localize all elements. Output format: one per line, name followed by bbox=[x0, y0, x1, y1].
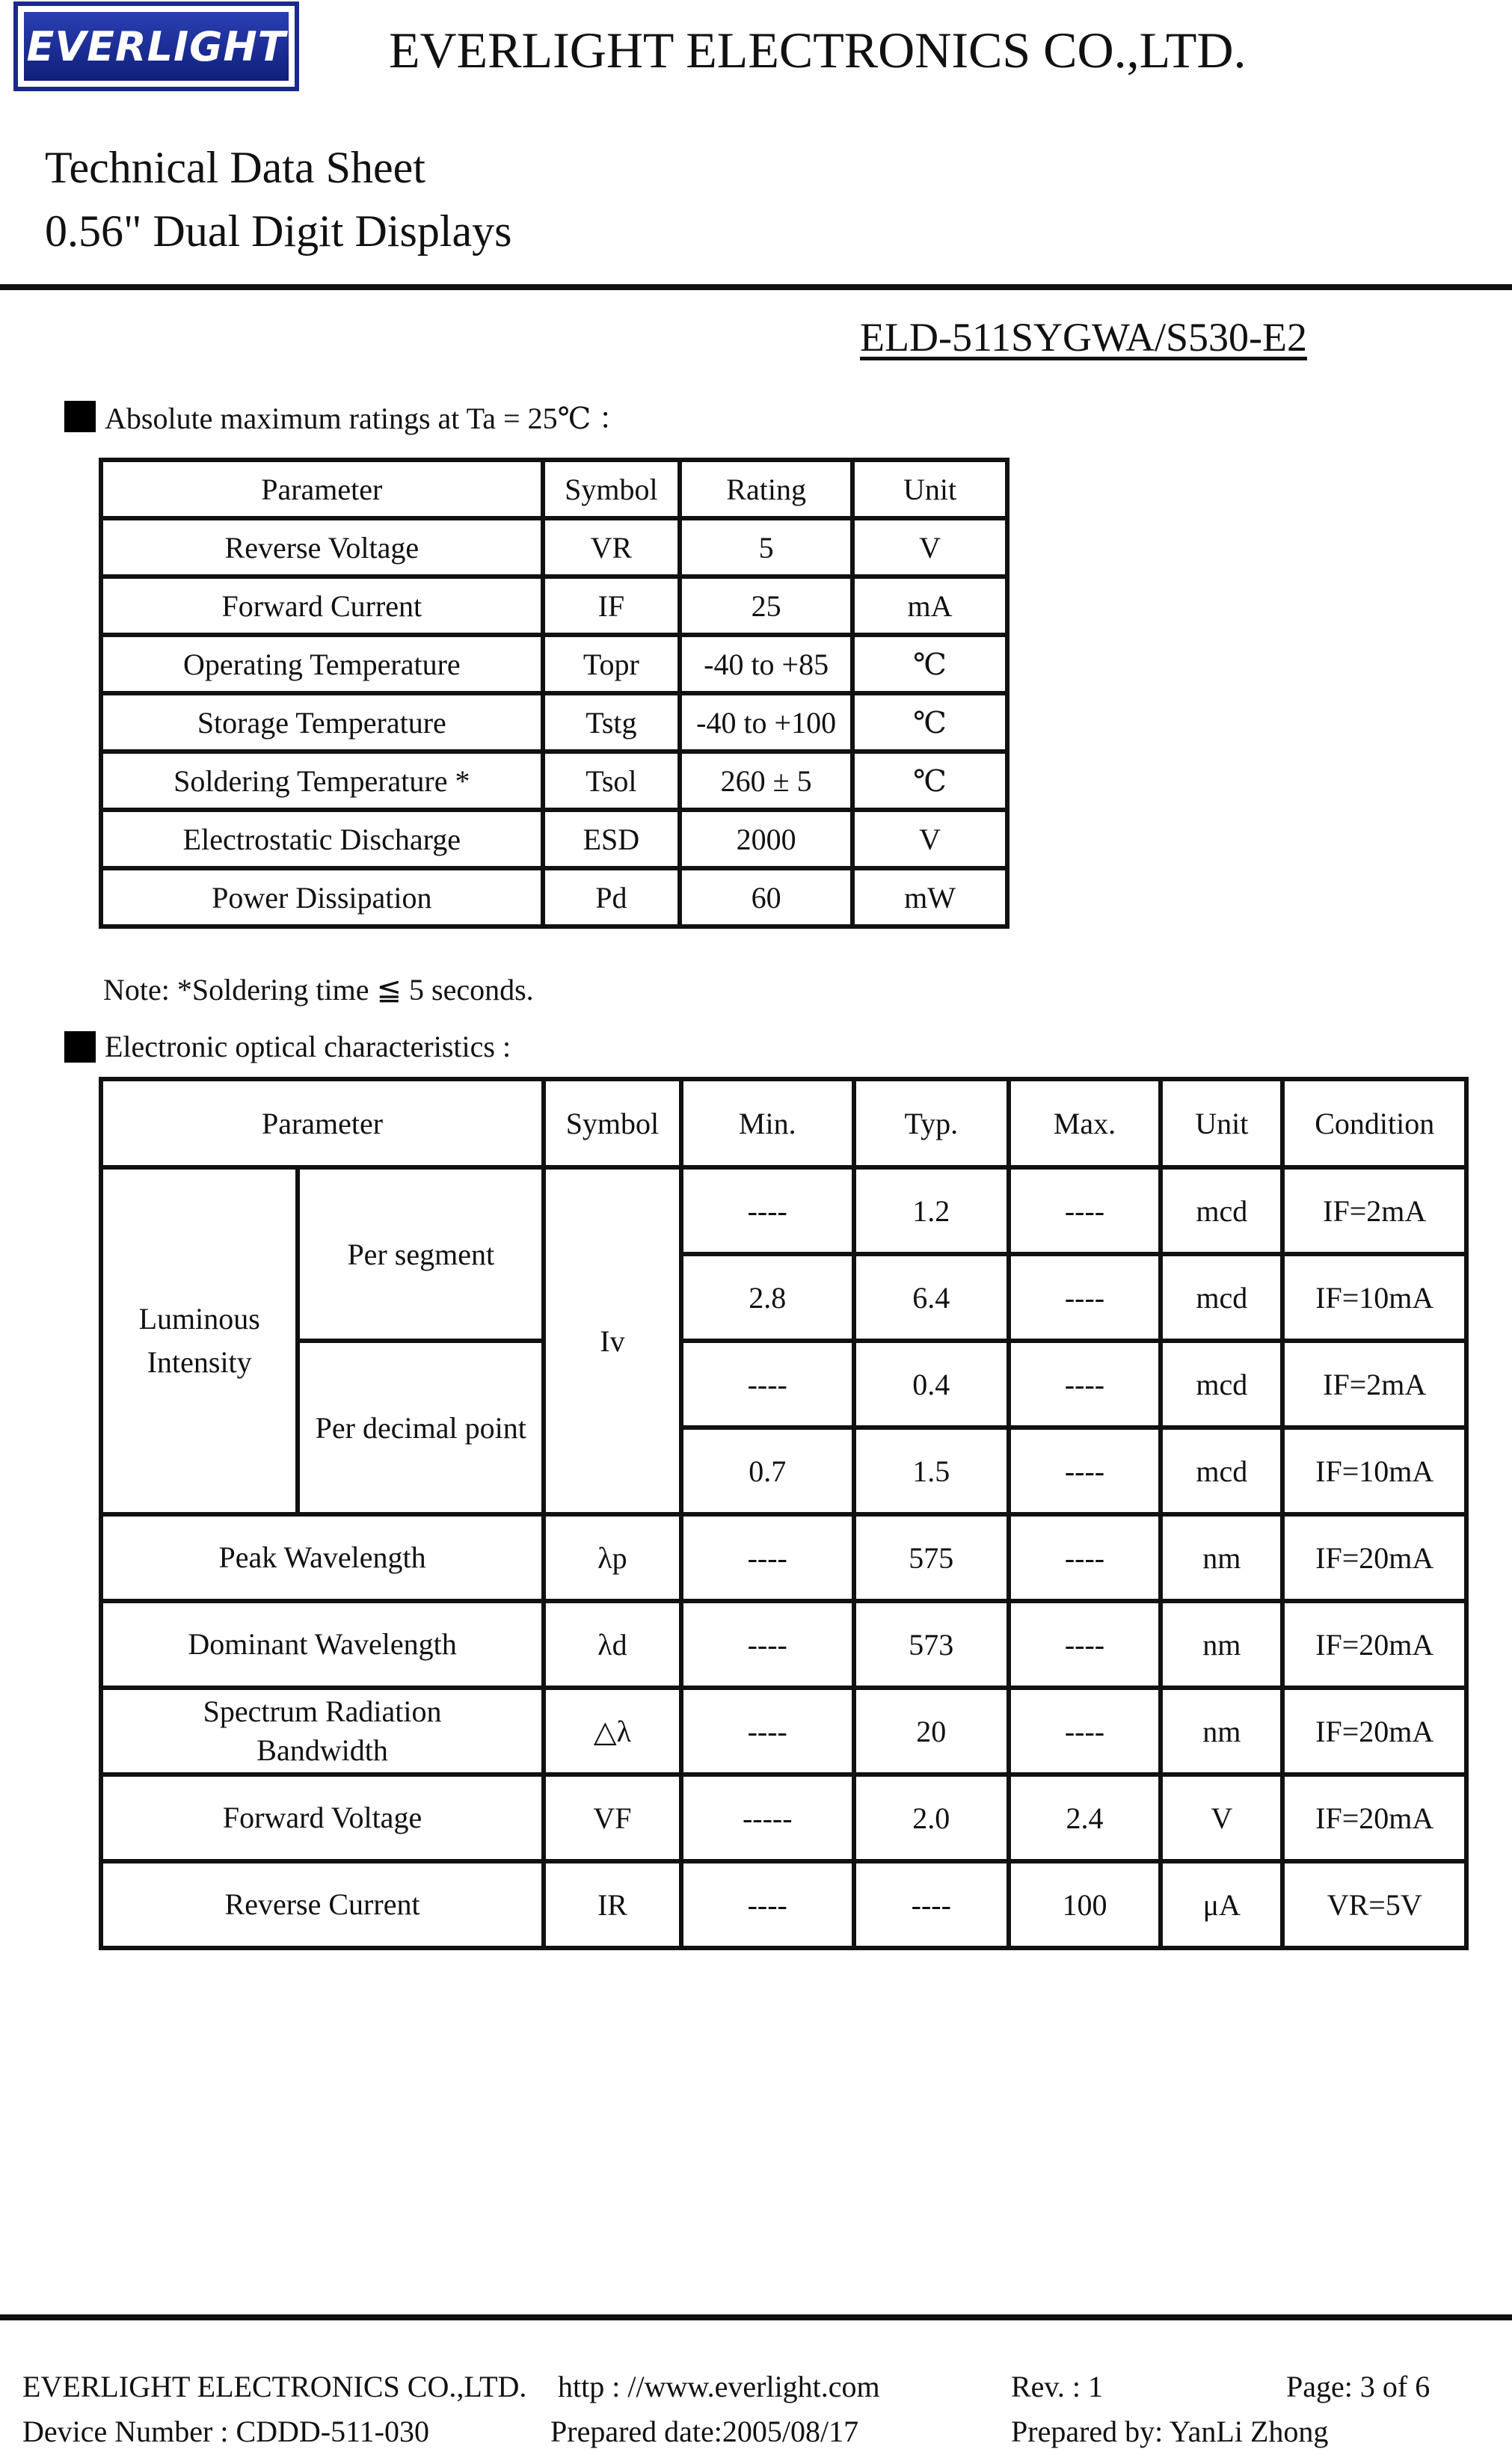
table-cell: 1.5 bbox=[854, 1428, 1009, 1514]
table-cell: -40 to +85 bbox=[680, 635, 852, 693]
iv-symbol: Iv bbox=[544, 1167, 681, 1514]
table-cell: Electrostatic Discharge bbox=[101, 810, 543, 868]
table-cell: ℃ bbox=[852, 693, 1007, 752]
table-cell: IF=20mA bbox=[1282, 1514, 1466, 1601]
abs-max-table bbox=[99, 458, 1009, 929]
footer-prepared-date: Prepared date:2005/08/17 bbox=[550, 2415, 859, 2448]
table-cell: V bbox=[852, 810, 1007, 868]
table-cell: ---- bbox=[1009, 1688, 1161, 1775]
table-row bbox=[101, 1514, 1466, 1601]
table-row bbox=[101, 693, 1007, 752]
everlight-logo bbox=[13, 1, 299, 91]
table-cell: VF bbox=[544, 1775, 681, 1861]
table-cell: IF bbox=[543, 577, 680, 635]
table-cell: IF=10mA bbox=[1282, 1428, 1466, 1514]
col-header: Parameter bbox=[101, 460, 543, 518]
table-cell: nm bbox=[1161, 1601, 1282, 1688]
table-row bbox=[101, 868, 1007, 927]
table-cell: IR bbox=[544, 1861, 681, 1948]
table-row bbox=[101, 1601, 1466, 1688]
col-header: Condition bbox=[1282, 1079, 1466, 1167]
table-row bbox=[101, 635, 1007, 693]
table-cell: mcd bbox=[1161, 1167, 1282, 1254]
table-cell: mcd bbox=[1161, 1341, 1282, 1428]
table-cell: Reverse Voltage bbox=[101, 518, 543, 577]
eo-body bbox=[101, 1514, 1466, 1948]
table-cell: ℃ bbox=[852, 752, 1007, 810]
table-row bbox=[101, 752, 1007, 810]
table-cell: Tstg bbox=[543, 693, 680, 752]
footer-rev: Rev. : 1 bbox=[1011, 2370, 1103, 2403]
doc-title: Technical Data Sheet bbox=[45, 143, 425, 192]
table-cell: ---- bbox=[1009, 1601, 1161, 1688]
table-cell: IF=20mA bbox=[1282, 1601, 1466, 1688]
abs-max-body bbox=[101, 518, 1007, 927]
table-cell: Reverse Current bbox=[101, 1861, 544, 1948]
footer-prepared-by: Prepared by: YanLi Zhong bbox=[1011, 2415, 1329, 2448]
footer-page: Page: 3 of 6 bbox=[1286, 2370, 1430, 2403]
luminous-intensity-label bbox=[101, 1167, 298, 1514]
col-header: Unit bbox=[1161, 1079, 1282, 1167]
table-cell: Power Dissipation bbox=[101, 868, 543, 927]
table-row bbox=[101, 518, 1007, 577]
eo-heading bbox=[64, 1029, 511, 1064]
table-row bbox=[101, 810, 1007, 868]
table-cell: μA bbox=[1161, 1861, 1282, 1948]
table-cell: 6.4 bbox=[854, 1254, 1009, 1341]
abs-max-heading-text: Absolute maximum ratings at Ta = 25℃ ： bbox=[105, 402, 629, 435]
table-cell: 2.4 bbox=[1009, 1775, 1161, 1861]
table-row bbox=[101, 1861, 1466, 1948]
table-cell: 2000 bbox=[680, 810, 852, 868]
table-cell: 20 bbox=[854, 1688, 1009, 1775]
per-segment-label: Per segment bbox=[298, 1167, 544, 1341]
col-header: Max. bbox=[1009, 1079, 1161, 1167]
table-cell: mcd bbox=[1161, 1428, 1282, 1514]
table-cell: ---- bbox=[681, 1601, 854, 1688]
footer-company: EVERLIGHT ELECTRONICS CO.,LTD. bbox=[22, 2370, 527, 2403]
per-decimal-label: Per decimal point bbox=[298, 1341, 544, 1514]
table-cell: ---- bbox=[1009, 1514, 1161, 1601]
logo-text: EVERLIGHT bbox=[26, 22, 286, 70]
col-header: Symbol bbox=[543, 460, 680, 518]
table-cell: mW bbox=[852, 868, 1007, 927]
table-cell: Forward Voltage bbox=[101, 1775, 544, 1861]
table-cell: Forward Current bbox=[101, 577, 543, 635]
table-cell: ---- bbox=[1009, 1167, 1161, 1254]
square-bullet-icon bbox=[64, 1031, 96, 1063]
company-name: EVERLIGHT ELECTRONICS CO.,LTD. bbox=[389, 22, 1247, 79]
col-header: Typ. bbox=[854, 1079, 1009, 1167]
table-cell: ---- bbox=[681, 1514, 854, 1601]
table-header-row bbox=[101, 460, 1007, 518]
table-cell: Spectrum Radiation Bandwidth bbox=[101, 1688, 544, 1775]
col-header: Symbol bbox=[544, 1079, 681, 1167]
table-row bbox=[101, 1167, 1466, 1254]
doc-subtitle: 0.56" Dual Digit Displays bbox=[45, 206, 512, 256]
table-cell: 5 bbox=[680, 518, 852, 577]
col-header: Rating bbox=[680, 460, 852, 518]
table-cell: 575 bbox=[854, 1514, 1009, 1601]
table-cell: mcd bbox=[1161, 1254, 1282, 1341]
table-cell: V bbox=[852, 518, 1007, 577]
table-cell: 260 ± 5 bbox=[680, 752, 852, 810]
table-cell: 100 bbox=[1009, 1861, 1161, 1948]
table-cell: IF=2mA bbox=[1282, 1167, 1466, 1254]
col-header: Parameter bbox=[101, 1079, 544, 1167]
table-row bbox=[101, 1688, 1466, 1775]
table-cell: 0.4 bbox=[854, 1341, 1009, 1428]
table-cell: △λ bbox=[544, 1688, 681, 1775]
footer-device-number: Device Number : CDDD-511-030 bbox=[22, 2415, 429, 2448]
table-cell: ---- bbox=[854, 1861, 1009, 1948]
col-header: Min. bbox=[681, 1079, 854, 1167]
square-bullet-icon bbox=[64, 401, 96, 432]
luminous-line2: Intensity bbox=[147, 1345, 252, 1379]
table-cell: 0.7 bbox=[681, 1428, 854, 1514]
table-cell: mA bbox=[852, 577, 1007, 635]
table-row bbox=[101, 1341, 1466, 1428]
table-cell: IF=20mA bbox=[1282, 1775, 1466, 1861]
table-cell: nm bbox=[1161, 1514, 1282, 1601]
abs-max-heading bbox=[64, 395, 628, 437]
luminous-line1: Luminous bbox=[138, 1302, 260, 1336]
footer-url: http : //www.everlight.com bbox=[558, 2370, 880, 2403]
table-cell: 573 bbox=[854, 1601, 1009, 1688]
soldering-note: Note: *Soldering time ≦ 5 seconds. bbox=[103, 973, 534, 1007]
table-cell: 1.2 bbox=[854, 1167, 1009, 1254]
table-cell: nm bbox=[1161, 1688, 1282, 1775]
table-cell: VR=5V bbox=[1282, 1861, 1466, 1948]
table-row bbox=[101, 577, 1007, 635]
logo-badge bbox=[24, 12, 289, 81]
table-cell: ---- bbox=[1009, 1254, 1161, 1341]
table-cell: Operating Temperature bbox=[101, 635, 543, 693]
table-cell: IF=2mA bbox=[1282, 1341, 1466, 1428]
table-cell: Topr bbox=[543, 635, 680, 693]
eo-heading-text: Electronic optical characteristics : bbox=[105, 1030, 511, 1063]
table-cell: ---- bbox=[681, 1861, 854, 1948]
table-cell: Soldering Temperature * bbox=[101, 752, 543, 810]
col-header: Unit bbox=[852, 460, 1007, 518]
table-cell: ---- bbox=[1009, 1341, 1161, 1428]
table-cell: IF=10mA bbox=[1282, 1254, 1466, 1341]
table-cell: Storage Temperature bbox=[101, 693, 543, 752]
table-cell: ----- bbox=[681, 1775, 854, 1861]
table-cell: λp bbox=[544, 1514, 681, 1601]
table-cell: 60 bbox=[680, 868, 852, 927]
table-cell: ---- bbox=[681, 1341, 854, 1428]
table-row bbox=[101, 1775, 1466, 1861]
table-cell: VR bbox=[543, 518, 680, 577]
table-cell: Dominant Wavelength bbox=[101, 1601, 544, 1688]
table-cell: Pd bbox=[543, 868, 680, 927]
footer-divider bbox=[0, 2314, 1512, 2320]
table-cell: ESD bbox=[543, 810, 680, 868]
table-cell: 2.0 bbox=[854, 1775, 1009, 1861]
table-cell: 25 bbox=[680, 577, 852, 635]
table-cell: IF=20mA bbox=[1282, 1688, 1466, 1775]
eo-table bbox=[99, 1077, 1469, 1950]
table-cell: V bbox=[1161, 1775, 1282, 1861]
part-number: ELD-511SYGWA/S530-E2 bbox=[860, 315, 1307, 360]
table-cell: ---- bbox=[681, 1167, 854, 1254]
header-divider bbox=[0, 284, 1512, 290]
table-cell: λd bbox=[544, 1601, 681, 1688]
table-cell: Tsol bbox=[543, 752, 680, 810]
table-cell: ℃ bbox=[852, 635, 1007, 693]
table-cell: Peak Wavelength bbox=[101, 1514, 544, 1601]
table-cell: ---- bbox=[681, 1688, 854, 1775]
table-cell: ---- bbox=[1009, 1428, 1161, 1514]
table-cell: 2.8 bbox=[681, 1254, 854, 1341]
table-header-row bbox=[101, 1079, 1466, 1167]
table-cell: -40 to +100 bbox=[680, 693, 852, 752]
